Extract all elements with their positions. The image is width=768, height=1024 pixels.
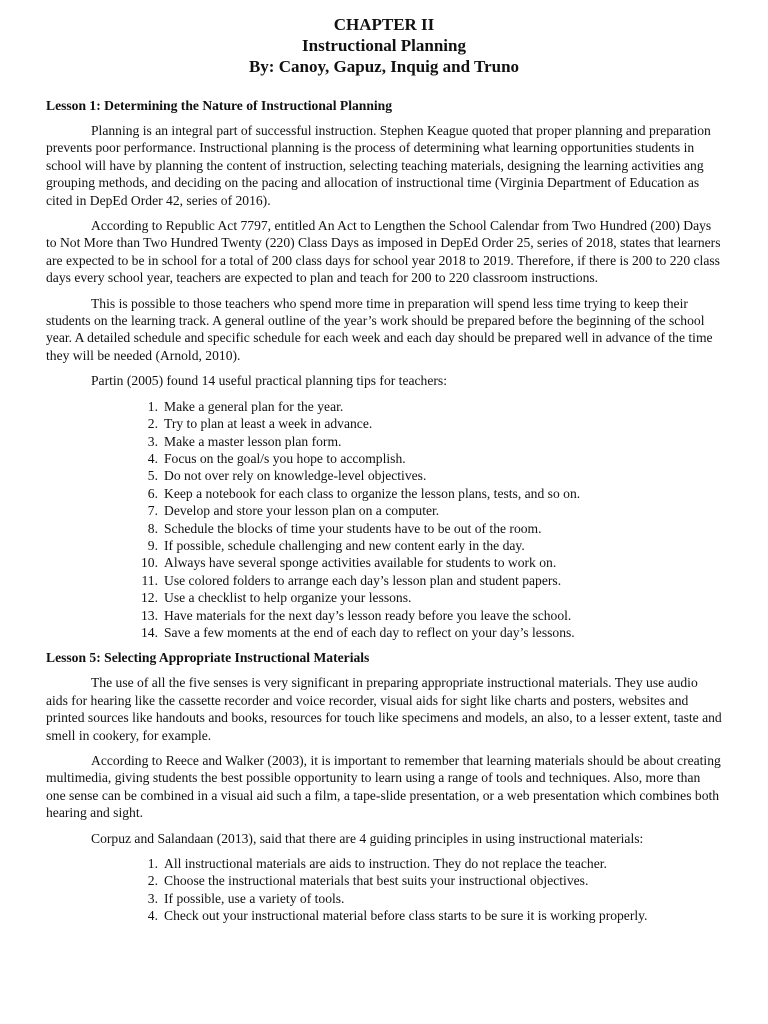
list-item-text: Make a master lesson plan form. — [164, 433, 342, 449]
lesson-1-paragraph: This is possible to those teachers who spend more time in preparation will spend less time trying to keep their students on the learning track. A general outline of the year’s work should be prepared before the beginning of the school year. A detailed schedule and specific schedule for each week and each day should be prepared well in advance of the time they will be needed (Arnold, 2010). — [46, 295, 713, 363]
list-item-text: Do not over rely on knowledge-level objectives. — [164, 468, 427, 484]
list-item — [46, 607, 722, 624]
lesson-1-paragraph: Planning is an integral part of successful instruction. Stephen Keague quoted that proper planning and preparation prevents poor performance. Instructional planning is the process of determining what learning opportunities students in school will have by planning the content of instruction, selecting teaching materials, designing the learning activities ang grouping methods, and deciding on the pacing and allocation of instructional time (Virginia Department of Education as cited in DepEd Order 42, series of 2016). — [46, 123, 711, 208]
lesson-5-section — [46, 649, 722, 924]
list-item-text: Focus on the goal/s you hope to accomplish. — [164, 450, 406, 466]
list-item-number: 7. — [147, 503, 158, 519]
list-item-number: 4. — [147, 450, 158, 466]
list-item — [46, 624, 722, 641]
planning-tips-list — [46, 398, 722, 642]
list-item-text: All instructional materials are aids to instruction. They do not replace the teacher. — [164, 856, 607, 872]
list-item — [46, 485, 722, 502]
list-item-text: If possible, use a variety of tools. — [164, 890, 345, 906]
list-item-text: Try to plan at least a week in advance. — [164, 416, 373, 432]
list-item — [46, 398, 722, 415]
guiding-principles-list — [46, 855, 722, 925]
list-item — [46, 907, 722, 924]
list-item-text: Check out your instructional material before class starts to be sure it is working properly. — [164, 908, 648, 924]
list-item-number: 1. — [147, 856, 158, 872]
list-item-number: 12. — [141, 590, 158, 606]
list-item-number: 3. — [147, 433, 158, 449]
list-item-number: 1. — [147, 398, 158, 414]
list-item-number: 8. — [147, 520, 158, 536]
list-item-text: Use colored folders to arrange each day’s lesson plan and student papers. — [164, 572, 562, 588]
list-item — [46, 415, 722, 432]
lesson-5-paragraph: The use of all the five senses is very significant in preparing appropriate instructional materials. They use audio aids for hearing like the cassette recorder and voice recorder, visual aids for sight like charts and posters, websites and printed sources like handouts and books, resources for touch like specimens and models, an also, to a lesser extent, taste and smell in cookery, for example. — [46, 675, 722, 743]
list-item-number: 5. — [147, 468, 158, 484]
list-item — [46, 872, 722, 889]
list-item-text: Use a checklist to help organize your lessons. — [164, 590, 412, 606]
list-item — [46, 433, 722, 450]
list-item — [46, 572, 722, 589]
list-item-number: 4. — [147, 908, 158, 924]
list-item — [46, 467, 722, 484]
list-item-text: If possible, schedule challenging and new content early in the day. — [164, 537, 525, 553]
list-item-text: Schedule the blocks of time your students have to be out of the room. — [164, 520, 542, 536]
list-item-number: 3. — [147, 890, 158, 906]
lesson-5-paragraph: According to Reece and Walker (2003), it is important to remember that learning materials should be about creating multimedia, giving students the best possible opportunity to learn using a range of tools and techniques. Also, more than one sense can be combined in a visual aid such a film, a tape-slide presentation, or a web presentation which combines both hearing and sight. — [46, 753, 721, 821]
list-item-text: Keep a notebook for each class to organize the lesson plans, tests, and so on. — [164, 485, 581, 501]
list-item-number: 14. — [141, 624, 158, 640]
list-item — [46, 520, 722, 537]
list-item-number: 2. — [147, 873, 158, 889]
list-item — [46, 855, 722, 872]
list-item-text: Save a few moments at the end of each day to reflect on your day’s lessons. — [164, 624, 575, 640]
list-item — [46, 502, 722, 519]
lesson-5-title: Lesson 5: Selecting Appropriate Instructional Materials — [46, 650, 370, 666]
list-item — [46, 537, 722, 554]
chapter-title: Instructional Planning — [302, 36, 466, 55]
list-item-number: 10. — [141, 555, 158, 571]
list-item-text: Make a general plan for the year. — [164, 398, 344, 414]
list-item — [46, 554, 722, 571]
list-item-number: 6. — [147, 485, 158, 501]
chapter-authors: By: Canoy, Gapuz, Inquig and Truno — [248, 57, 520, 76]
list-item-number: 13. — [141, 607, 158, 623]
list-item-number: 9. — [147, 537, 158, 553]
list-item — [46, 450, 722, 467]
list-item — [46, 589, 722, 606]
list-item-text: Always have several sponge activities available for students to work on. — [164, 555, 557, 571]
lesson-5-paragraph: Corpuz and Salandaan (2013), said that there are 4 guiding principles in using instructional materials: — [91, 830, 644, 846]
list-item-number: 2. — [147, 416, 158, 432]
lesson-1-paragraph: According to Republic Act 7797, entitled An Act to Lengthen the School Calendar from Two Hundred (200) Days to Not More than Two Hundred Twenty (220) Class Days as imposed in DepEd Order 25, series of 2018, states that learners are expected to be in school for a total of 200 class days for school year 2018 to 2019. Therefore, if there is 200 to 220 class days every school year, teachers are expected to plan and teach for 200 to 220 classroom instructions. — [46, 218, 721, 286]
lesson-1-title: Lesson 1: Determining the Nature of Instructional Planning — [46, 98, 393, 113]
lesson-1-paragraph: Partin (2005) found 14 useful practical planning tips for teachers: — [91, 373, 447, 389]
list-item-text: Have materials for the next day’s lesson ready before you leave the school. — [164, 607, 572, 623]
chapter-heading — [46, 14, 722, 77]
list-item-text: Develop and store your lesson plan on a computer. — [164, 503, 440, 519]
lesson-1-section — [46, 97, 722, 641]
chapter-number: CHAPTER II — [333, 15, 435, 34]
list-item-number: 11. — [141, 572, 158, 588]
list-item-text: Choose the instructional materials that best suits your instructional objectives. — [164, 873, 589, 889]
list-item — [46, 890, 722, 907]
